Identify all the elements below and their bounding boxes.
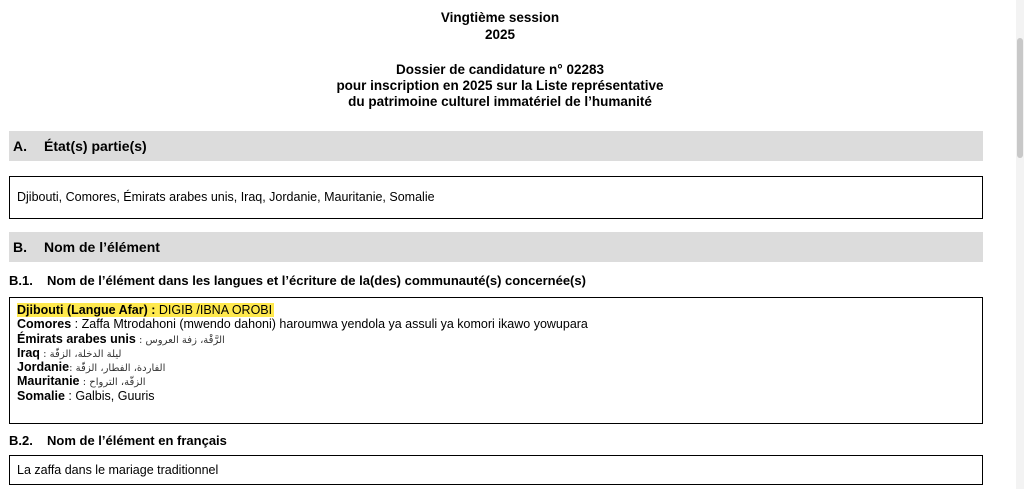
b1-content-box — [9, 297, 983, 424]
vertical-scrollbar[interactable] — [1016, 0, 1024, 489]
entry-label: Iraq — [17, 345, 40, 360]
section-a-letter: A. — [13, 138, 27, 154]
entry-label: Somalie — [17, 388, 65, 403]
section-a-content-box — [9, 176, 983, 219]
entry-djibouti — [17, 303, 982, 317]
entry-value: : ليلة الدخلة، الزفّة — [39, 348, 122, 360]
b1-title: Nom de l’élément dans les langues et l’écriture de la(des) communauté(s) concernée(s) — [47, 273, 586, 288]
entry-emirats — [17, 332, 982, 346]
dossier-patrimoine: du patrimoine culturel immatériel de l’humanité — [348, 94, 652, 109]
entry-somalie — [17, 389, 982, 403]
french-name-text: La zaffa dans le mariage traditionnel — [17, 463, 219, 477]
section-a-bar — [9, 131, 983, 161]
entry-label: Émirats arabes unis — [17, 331, 136, 346]
entry-mauritanie — [17, 374, 982, 388]
entry-label: Jordanie — [17, 360, 70, 375]
b2-title: Nom de l’élément en français — [47, 433, 227, 448]
entry-value: : الزفّة، الترواح — [79, 377, 146, 389]
entry-value: : Zaffa Mtrodahoni (mwendo dahoni) haroumwa yendola ya assuli ya komori ikawo yowupara — [71, 317, 588, 332]
entry-value: DIGIB /IBNA OROBI — [155, 303, 273, 317]
entry-label: Comores — [17, 317, 72, 332]
b2-number: B.2. — [9, 433, 33, 448]
djibouti-highlight — [17, 303, 274, 317]
dossier-inscription: pour inscription en 2025 sur la Liste représentative — [336, 78, 664, 93]
states-parties-text: Djibouti, Comores, Émirats arabes unis, Iraq, Jordanie, Mauritanie, Somalie — [17, 190, 435, 204]
dossier-header — [0, 62, 1000, 110]
section-b-bar — [9, 232, 983, 262]
entry-value: : الفاردة، الفطار، الزفّة — [69, 363, 166, 375]
b2-content-box — [9, 455, 983, 485]
section-b-title: Nom de l’élément — [44, 239, 160, 255]
entry-comores — [17, 317, 982, 331]
entry-label: Mauritanie — [17, 374, 80, 389]
session-year: 2025 — [484, 27, 516, 42]
dossier-number: Dossier de candidature n° 02283 — [396, 62, 604, 77]
session-header — [0, 9, 1000, 43]
entry-iraq — [17, 346, 982, 360]
session-title: Vingtième session — [440, 10, 560, 25]
b1-number: B.1. — [9, 273, 33, 288]
section-b-letter: B. — [13, 239, 27, 255]
entry-jordanie — [17, 360, 982, 374]
entry-label: Djibouti (Langue Afar) : — [17, 303, 156, 317]
section-a-title: État(s) partie(s) — [44, 138, 147, 154]
b1-heading — [9, 273, 586, 288]
entry-value: : الرَّقْة، زفة العروس — [135, 334, 225, 346]
scrollbar-thumb[interactable] — [1017, 38, 1023, 158]
entry-value: : Galbis, Guuris — [64, 388, 155, 403]
b2-heading — [9, 433, 227, 448]
